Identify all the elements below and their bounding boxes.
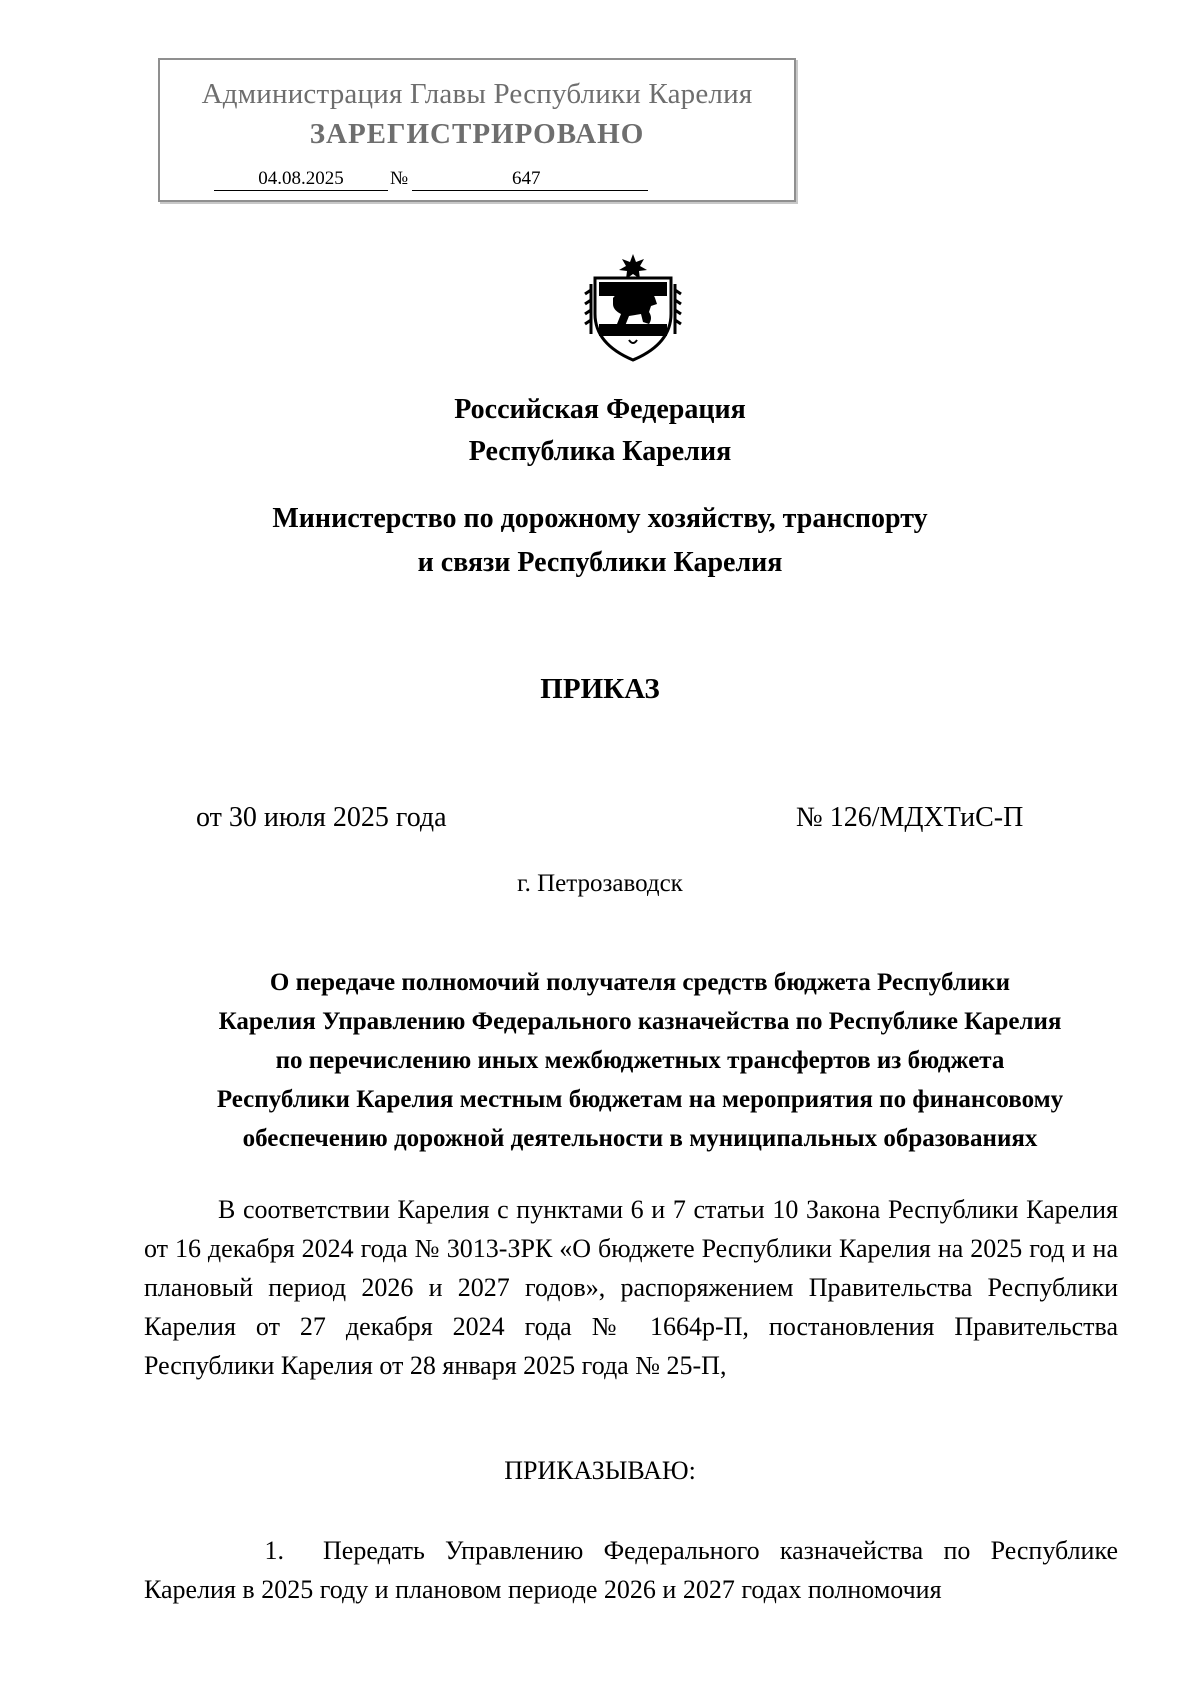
document-type: ПРИКАЗ — [540, 673, 660, 705]
item-number: 1. — [264, 1536, 284, 1565]
order-date: от 30 июля 2025 года — [196, 802, 447, 833]
stamp-date: 04.08.2025 — [214, 168, 388, 191]
title-line: обеспечению дорожной деятельности в муниципальных образованиях — [242, 1125, 1038, 1152]
stamp-organization: Администрация Главы Республики Карелия — [201, 78, 753, 110]
stamp-number: 647 — [412, 168, 648, 191]
title-line: О передаче полномочий получателя средств бюджета Республики — [269, 969, 1011, 996]
title-line: Республики Карелия местным бюджетам на мероприятия по финансовому — [216, 1086, 1064, 1113]
order-number: № 126/МДХТиС-П — [796, 802, 1024, 833]
republic-heading: Республика Карелия — [468, 436, 732, 467]
country-heading: Российская Федерация — [454, 394, 746, 425]
ministry-heading-line1: Министерство по дорожному хозяйству, транспорту — [272, 503, 928, 534]
title-line: по перечислению иных межбюджетных трансфертов из бюджета — [275, 1047, 1005, 1074]
item-text: Передать Управлению Федерального казначейства по Республике Карелия в 2025 году и плановом периоде 2026 и 2027 годах полномочия — [144, 1536, 1118, 1604]
ministry-heading-line2: и связи Республики Карелия — [417, 547, 783, 578]
order-word: ПРИКАЗЫВАЮ: — [504, 1456, 696, 1485]
registration-stamp — [158, 58, 796, 202]
preamble-paragraph: В соответствии Карелия с пунктами 6 и 7 статьи 10 Закона Республики Карелия от 16 декабря 2024 года № 3013-ЗРК «О бюджете Республики Карелия на 2025 год и на плановый период 2026 и 2027 годов», распоряжением Правительства Республики Карелия от 27 декабря 2024 года № 1664р-П, постановления Правительства Республики Карелия от 28 января 2025 года № 25-П, — [144, 1195, 1118, 1380]
stamp-number-label: № — [390, 168, 409, 189]
title-line: Карелия Управлению Федерального казначейства по Республике Карелия — [218, 1008, 1062, 1035]
order-title — [140, 963, 1140, 1158]
order-city: г. Петрозаводск — [517, 870, 683, 897]
order-item-1 — [144, 1531, 1118, 1609]
stamp-status: ЗАРЕГИСТРИРОВАНО — [309, 118, 645, 150]
coat-of-arms-icon — [583, 252, 683, 364]
